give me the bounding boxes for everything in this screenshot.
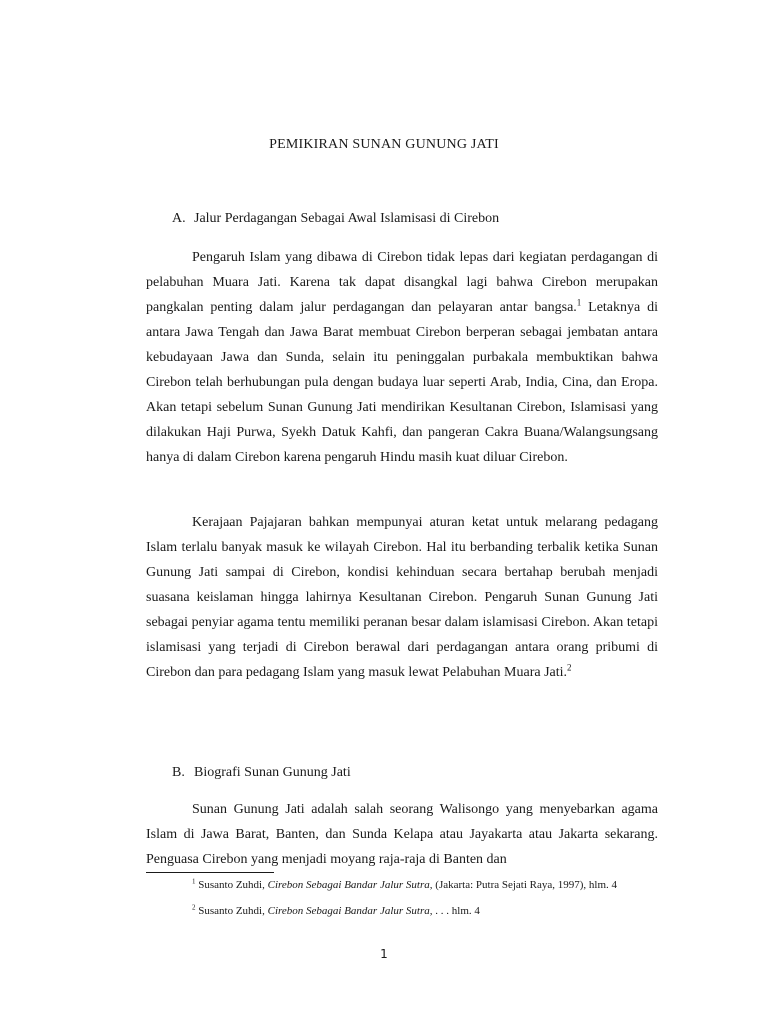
footnote-1: [146, 876, 658, 894]
footnote-author: Susanto Zuhdi,: [198, 905, 268, 917]
section-b-title: Biografi Sunan Gunung Jati: [194, 765, 351, 780]
footnote-work: Cirebon Sebagai Bandar Jalur Sutra,: [267, 879, 433, 891]
section-a-paragraph-1: [146, 245, 658, 470]
footnote-number: 1: [192, 877, 196, 886]
footnote-ref-1[interactable]: 1: [576, 297, 582, 308]
footnote-author: Susanto Zuhdi,: [198, 879, 268, 891]
section-a-letter: A.: [172, 211, 186, 226]
footnote-details: . . . hlm. 4: [432, 905, 480, 917]
section-a-paragraph-2: [146, 510, 658, 685]
section-b-paragraph-1: [146, 797, 658, 872]
section-a-title: Jalur Perdagangan Sebagai Awal Islamisasi di Cirebon: [194, 211, 500, 226]
paragraph-text: Letaknya di antara Jawa Tengah dan Jawa Barat membuat Cirebon berperan sebagai jembatan antara kebudayaan Jawa dan Sunda, selain itu peninggalan purbakala membuktikan bahwa Cirebon telah berhubungan pula dengan budaya luar seperti Arab, India, Cina, dan Eropa. Akan tetapi sebelum Sunan Gunung Jati mendirikan Kesultanan Cirebon, Islamisasi yang dilakukan Haji Purwa, Syekh Datuk Kahfi, dan pangeran Cakra Buana/Walangsungsang hanya di dalam Cirebon karena pengaruh Hindu masih kuat diluar Cirebon.: [146, 300, 658, 465]
paragraph-text: Pengaruh Islam yang dibawa di Cirebon tidak lepas dari kegiatan perdagangan di pelabuhan Muara Jati. Karena tak dapat disangkal lagi bahwa Cirebon merupakan pangkalan penting dalam jalur perdagangan dan pelayaran antar bangsa.: [146, 250, 658, 315]
section-b-heading: [172, 763, 351, 783]
section-a-heading: [172, 209, 499, 229]
paragraph-text: Kerajaan Pajajaran bahkan mempunyai aturan ketat untuk melarang pedagang Islam terlalu banyak masuk ke wilayah Cirebon. Hal itu berbanding terbalik ketika Sunan Gunung Jati sampai di Cirebon, kondisi kehinduan secara bertahap berubah menjadi suasana keislaman hingga lahirnya Kesultanan Cirebon. Pengaruh Sunan Gunung Jati sebagai penyiar agama tentu memiliki peranan besar dalam islamisasi Cirebon. Akan tetapi islamisasi yang terjadi di Cirebon berawal dari perdagangan antara orang pribumi di Cirebon dan para pedagang Islam yang masuk lewat Pelabuhan Muara Jati.: [146, 515, 658, 680]
page-number: 1: [380, 947, 388, 961]
footnote-details: (Jakarta: Putra Sejati Raya, 1997), hlm. 4: [432, 879, 618, 891]
paragraph-text: Sunan Gunung Jati adalah salah seorang Walisongo yang menyebarkan agama Islam di Jawa Barat, Banten, dan Sunda Kelapa atau Jayakarta atau Jakarta sekarang. Penguasa Cirebon yang menjadi moyang raja-raja di Banten dan: [146, 802, 658, 867]
footnote-2: [146, 902, 658, 920]
footnote-ref-2[interactable]: 2: [567, 662, 572, 673]
footnote-work: Cirebon Sebagai Bandar Jalur Sutra,: [267, 905, 433, 917]
footnote-number: 2: [192, 903, 196, 912]
document-title: PEMIKIRAN SUNAN GUNUNG JATI: [269, 137, 499, 152]
footnote-separator: [146, 872, 274, 873]
section-b-letter: B.: [172, 765, 185, 780]
